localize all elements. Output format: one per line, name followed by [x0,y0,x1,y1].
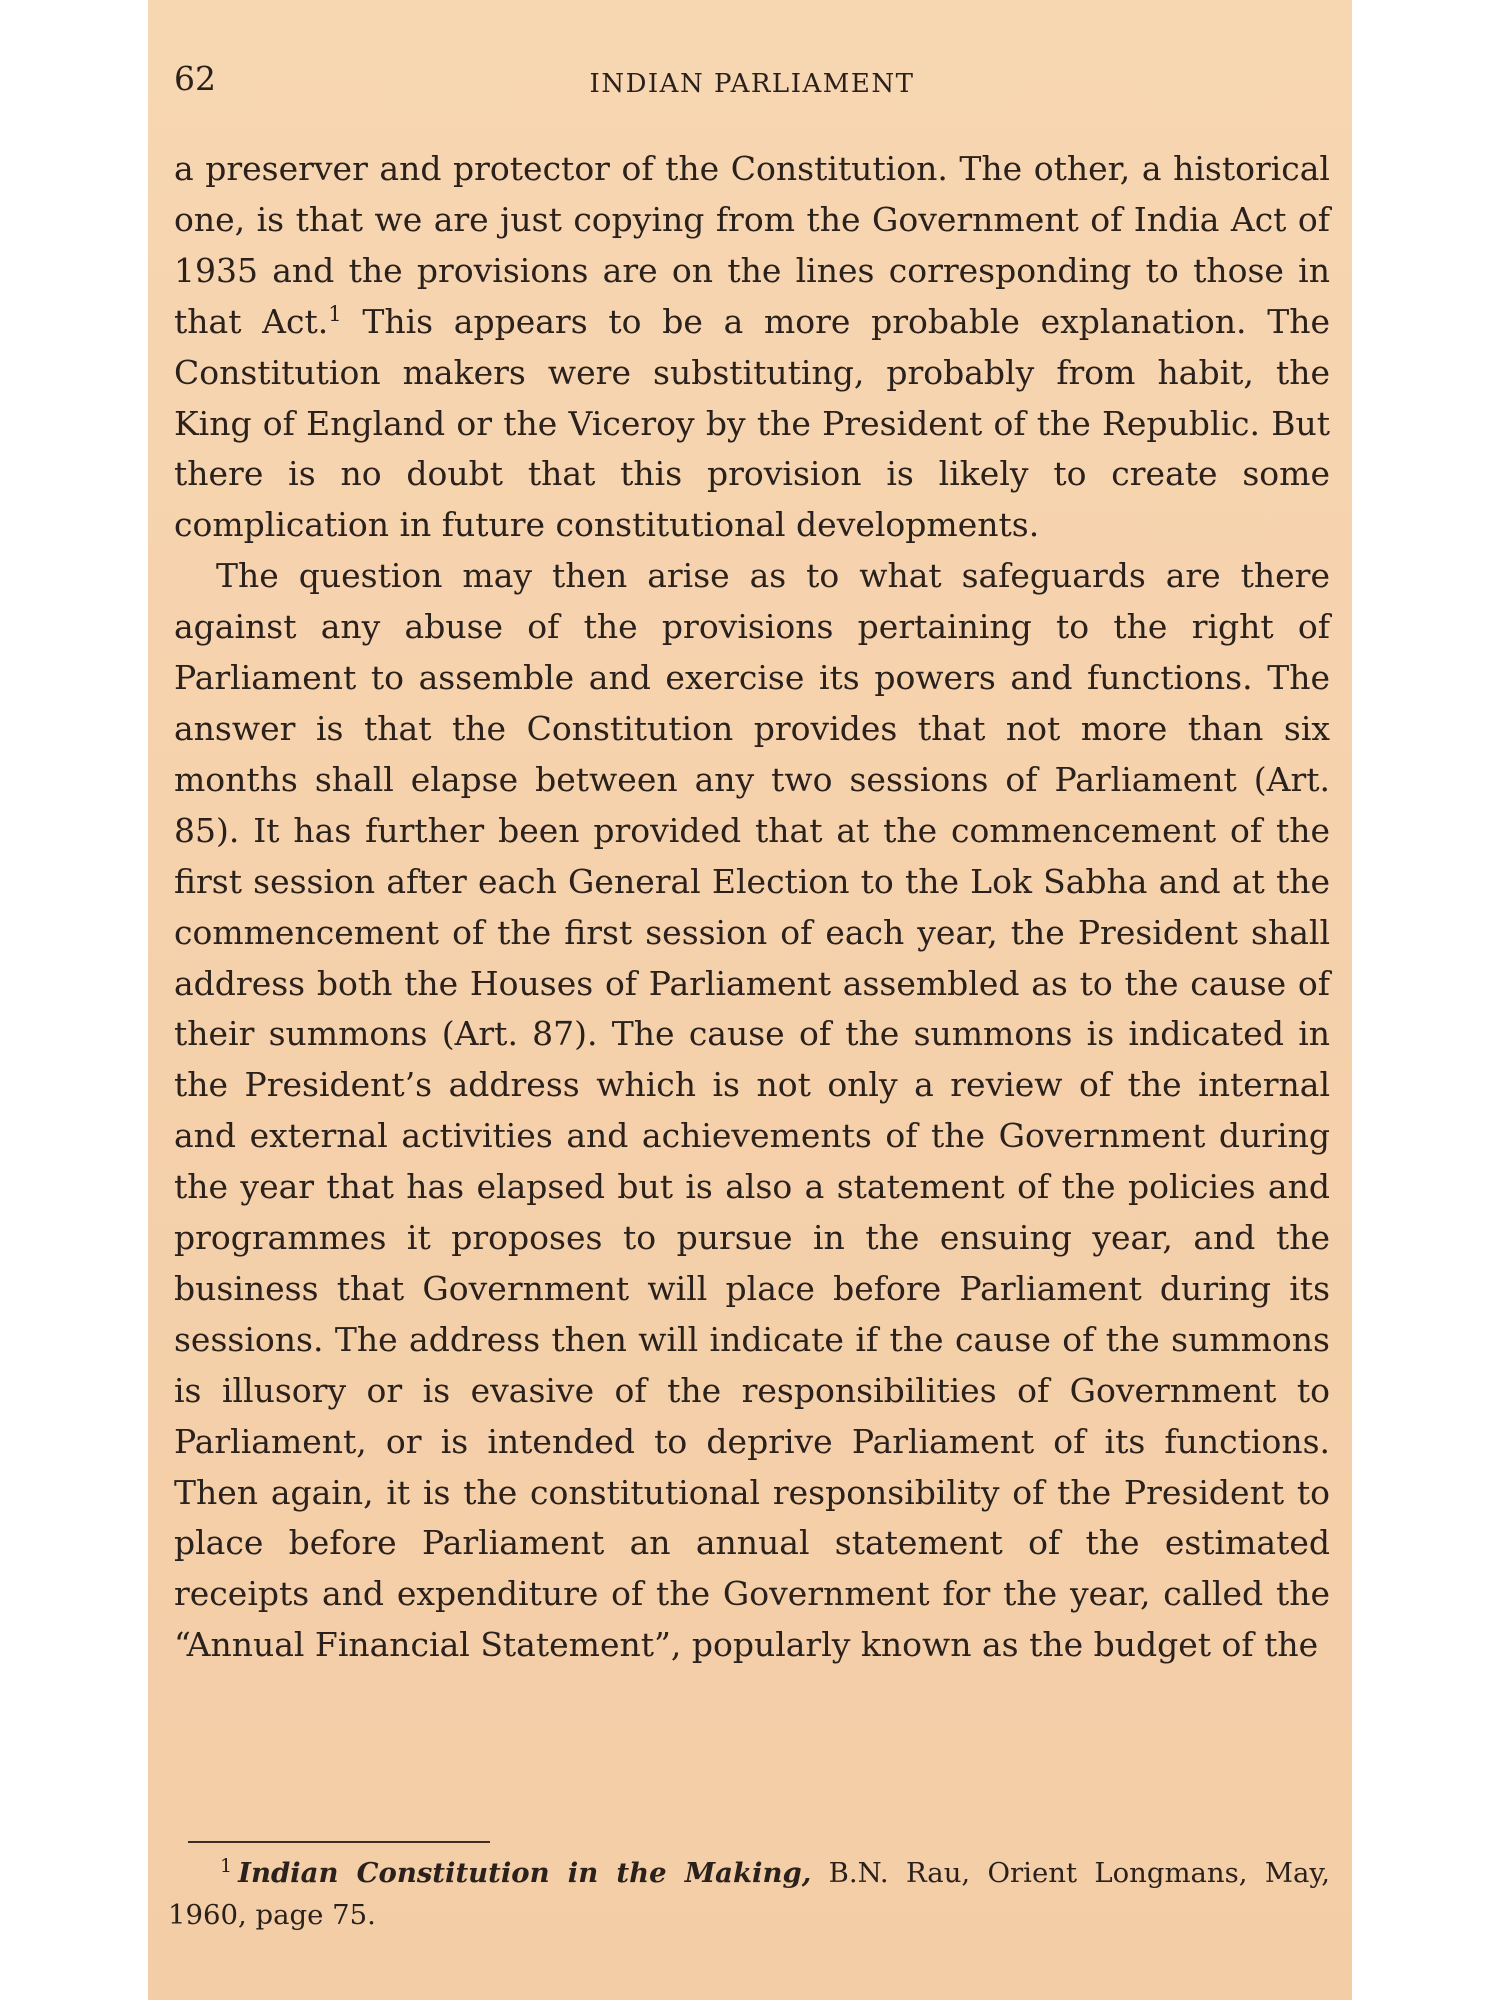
paragraph-1 [174,144,1330,551]
body-text [174,144,1330,1671]
footnote-marker: 1 [220,1855,233,1877]
book-page [148,0,1352,2000]
paragraph-1-text-a: a preserver and protector of the Constitution. The other, a historical one, is that we are just copying from the Government of India Act of 1935 and the provisions are on the lines corresponding to those in that Act. [174,149,1330,341]
page-header [174,56,1330,106]
paragraph-2: The question may then arise as to what safeguards are there against any abuse of the provisions pertaining to the right of Parliament to assemble and exercise its powers and functions. The answer is that the Constitution provides that not more than six months shall elapse between any two sessions of Parliament (Art. 85). It has further been provided that at the commencement of the first session after each General Election to the Lok Sabha and at the commencement of the first session of each year, the President shall address both the Houses of Parliament assembled as to the cause of their summons (Art. 87). The cause of the summons is indicated in the President’s address which is not only a review of the internal and external activities and achievements of the Government during the year that has elapsed but is also a statement of the policies and programmes it proposes to pursue in the ensuing year, and the business that Government will place before Parliament during its sessions. The address then will indicate if the cause of the summons is illusory or is evasive of the responsibilities of Government to Parliament, or is intended to deprive Parliament of its functions. Then again, it is the constitutional responsibility of the President to place before Parliament an annual statement of the estimated receipts and expenditure of the Government for the year, called the “Annual Financial Statement”, popularly known as the budget of the [174,556,1330,1665]
footnote-title: Indian Constitution in the Making, [238,1857,812,1889]
footnote-divider [188,1841,490,1843]
page-number: 62 [174,59,216,98]
footnote-reference: 1 [328,301,342,326]
footnote-text: B.N. Rau, Orient Longmans, May, 1960, page 75. [168,1857,1330,1931]
paragraph-1-text-b: This appears to be a more probable explanation. The Constitution makers were substituting, probably from habit, the King of England or the Viceroy by the President of the Republic. But there is no doubt that this provision is likely to create some complication in future constitutional developments. [174,301,1330,545]
running-head: INDIAN PARLIAMENT [589,69,915,99]
footnote [168,1852,1330,1936]
